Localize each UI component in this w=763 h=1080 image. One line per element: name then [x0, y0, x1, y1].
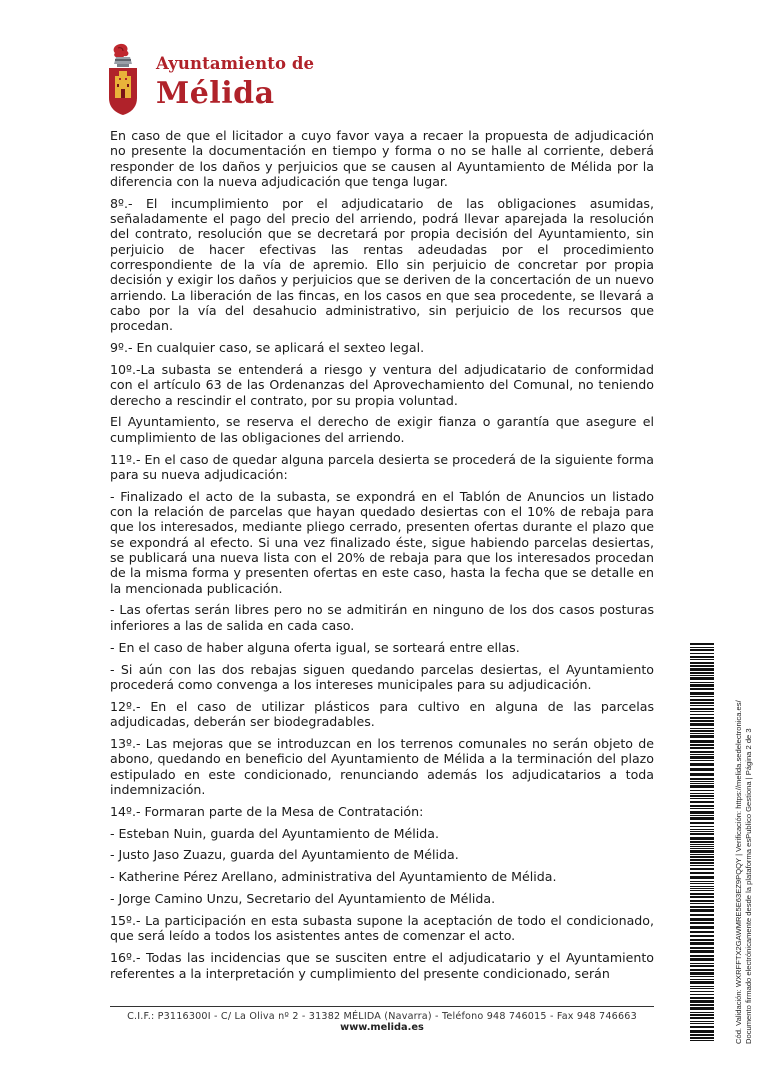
verification-line: Documento firmado electrónicamente desde la plataforma esPublico Gestiona | Página 2 de 3 — [743, 728, 753, 1044]
coat-of-arms-icon — [106, 42, 140, 116]
paragraph: 15º.- La participación en esta subasta supone la aceptación de todo el condicionado, que será leído a todos los asistentes antes de comenzar el acto. — [110, 913, 654, 944]
paragraph: - En el caso de haber alguna oferta igual, se sorteará entre ellas. — [110, 639, 520, 655]
paragraph: 11º.- En el caso de quedar alguna parcela desierta se procederá de la siguiente forma para su nueva adjudicación: — [110, 451, 654, 482]
paragraph: 12º.- En el caso de utilizar plásticos para cultivo en alguna de las parcelas adjudicadas, deberán ser biodegradables. — [110, 698, 654, 730]
verification-line: Cód. Validación: WXRFFTX2GAWMRE5E63EZ9PQQY | Verificación: https://melida.sedelectronica.es/ — [734, 700, 743, 1044]
paragraph: 16º.- Todas las incidencias que se susciten entre el adjudicatario y el Ayuntamiento referentes a la interpretación y cumplimiento del presente condicionado, serán — [110, 950, 654, 981]
footer-address: C.I.F.: P3116300I - C/ La Oliva nº 2 - 31382 MÉLIDA (Navarra) - Teléfono 948 746015 - Fax 948 746663 — [127, 1011, 637, 1022]
paragraph: 8º.- El incumplimiento por el adjudicatario de las obligaciones asumidas, señaladamente el pago del precio del arriendo, podrá llevar aparejada la resolución del contrato, resolución que se decretará por propia decisión del Ayuntamiento, sin perjuicio de hacer efectivas las rentas adeudadas por el procedimiento correspondiente de la vía de apremio. Ello sin perjuicio de concretar por propia decisión y exigir los daños y perjuicios que se deriven de la concertación de un nuevo arriendo. La liberación de las fincas, en los casos en que sea procedente, se llevará a cabo por la vía del desahucio administrativo, sin perjuicio de los recursos que procedan. — [110, 195, 654, 334]
paragraph: - Si aún con las dos rebajas siguen quedando parcelas desiertas, el Ayuntamiento procederá como convenga a los intereses municipales para su adjudicación. — [110, 661, 654, 692]
paragraph: - Jorge Camino Unzu, Secretario del Ayuntamiento de Mélida. — [110, 891, 496, 907]
paragraph: 9º.- En cualquier caso, se aplicará el sexteo legal. — [110, 340, 425, 356]
paragraph: 10º.-La subasta se entenderá a riesgo y ventura del adjudicatario de conformidad con el artículo 63 de las Ordenanzas del Aprovechamiento del Comunal, no teniendo derecho a rescindir el contrato, por su propia voluntad. — [110, 361, 654, 408]
footer-divider — [110, 1006, 654, 1007]
document-body — [110, 128, 654, 988]
brand-title: Ayuntamiento de — [156, 54, 315, 73]
paragraph: - Katherine Pérez Arellano, administrativa del Ayuntamiento de Mélida. — [110, 869, 557, 885]
page-header — [106, 42, 366, 118]
verification-text — [734, 700, 753, 1044]
paragraph: En caso de que el licitador a cuyo favor vaya a recaer la propuesta de adjudicación no presente la documentación en tiempo y forma o no se halle al corriente, deberá responder de los daños y perjuicios que se causen al Ayuntamiento de Mélida por la diferencia con la nueva adjudicación que tenga lugar. — [110, 128, 654, 189]
barcode-icon — [690, 643, 714, 1043]
paragraph: - Justo Jaso Zuazu, guarda del Ayuntamiento de Mélida. — [110, 847, 459, 863]
brand-name: Mélida — [156, 76, 275, 111]
footer-website[interactable]: www.melida.es — [340, 1022, 424, 1033]
paragraph: 13º.- Las mejoras que se introduzcan en los terrenos comunales no serán objeto de abono, quedando en beneficio del Ayuntamiento de Mélida a la terminación del plazo estipulado en este condicionado, renunciando además los adjudicatarios a toda indemnización. — [110, 735, 654, 797]
paragraph: - Las ofertas serán libres pero no se admitirán en ninguno de los dos casos posturas inferiores a las de salida en cada caso. — [110, 602, 654, 633]
paragraph: El Ayuntamiento, se reserva el derecho de exigir fianza o garantía que asegure el cumplimiento de las obligaciones del arriendo. — [110, 414, 654, 445]
paragraph: - Esteban Nuin, guarda del Ayuntamiento de Mélida. — [110, 825, 439, 841]
paragraph: 14º.- Formaran parte de la Mesa de Contratación: — [110, 803, 424, 819]
paragraph: - Finalizado el acto de la subasta, se expondrá en el Tablón de Anuncios un listado con la relación de parcelas que hayan quedado desiertas con el 10% de rebaja para que los interesados, mediante pliego cerrado, presenten ofertas durante el plazo que se expondrá al efecto. Si una vez finalizado éste, sigue habiendo parcelas desiertas, se publicará una nueva lista con el 20% de rebaja para que los interesados procedan de la misma forma y presenten ofertas en este caso, hasta la fecha que se detalle en la mencionada publicación. — [110, 488, 654, 596]
